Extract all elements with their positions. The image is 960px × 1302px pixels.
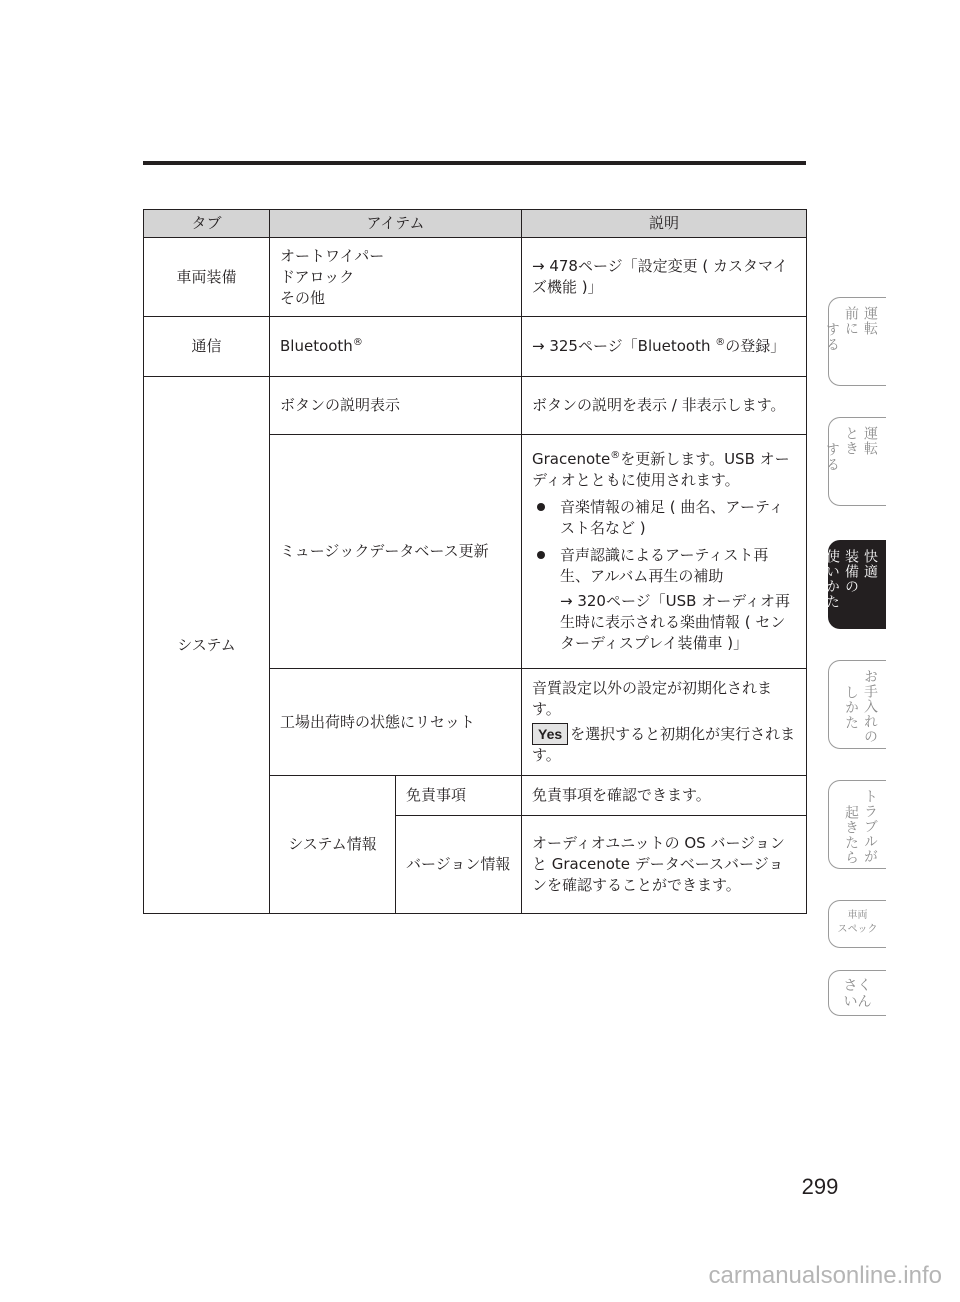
bullet-list bbox=[532, 497, 796, 654]
side-tab-text: さく いん bbox=[843, 978, 872, 1010]
item-text: Bluetooth bbox=[280, 337, 353, 355]
watermark: carmanualsonline.info bbox=[708, 1262, 942, 1289]
side-tab-vehicle-specs[interactable] bbox=[828, 900, 886, 948]
side-tab-text: 運転 bbox=[862, 426, 878, 456]
tab-cell: システム bbox=[144, 377, 270, 914]
table-row bbox=[144, 317, 807, 377]
item-cell: ミュージックデータベース更新 bbox=[270, 435, 522, 669]
table-row bbox=[144, 238, 807, 317]
side-tab-label bbox=[843, 669, 878, 744]
side-tab-label bbox=[824, 306, 878, 352]
side-tab-while-driving[interactable] bbox=[824, 417, 886, 506]
side-tab-label bbox=[843, 789, 878, 865]
item-cell: 工場出荷時の状態にリセット bbox=[270, 669, 522, 776]
side-tab-text: 起きたら bbox=[843, 805, 859, 865]
registered-mark: ® bbox=[610, 450, 621, 461]
description-cell bbox=[522, 435, 807, 669]
description-text: 音質設定以外の設定が初期化されます。 bbox=[532, 679, 773, 718]
side-tab-text: 使いかた bbox=[824, 549, 840, 609]
side-tab-text: とき bbox=[843, 426, 859, 456]
side-tab-before-driving[interactable] bbox=[824, 297, 886, 386]
sub-item-cell: バージョン情報 bbox=[396, 816, 522, 914]
side-tab-text: 前に bbox=[843, 306, 859, 336]
tab-cell: 車両装備 bbox=[144, 238, 270, 317]
top-rule bbox=[143, 161, 806, 165]
item-cell: ボタンの説明表示 bbox=[270, 377, 522, 435]
side-tab-maintenance[interactable] bbox=[828, 660, 886, 749]
page-number: 299 bbox=[801, 1174, 839, 1199]
registered-mark: ® bbox=[715, 337, 726, 348]
page-reference: → 320ページ「USB オーディオ再生時に表示される楽曲情報 ( センターディスプレイ装備車 )」 bbox=[560, 592, 791, 652]
side-tab-comfort-equipment[interactable] bbox=[824, 540, 886, 629]
side-tab-label bbox=[824, 426, 878, 472]
header-tab: タブ bbox=[144, 210, 270, 238]
side-tab-trouble[interactable] bbox=[828, 780, 886, 869]
side-tab-text: 快適 bbox=[862, 549, 878, 579]
description-text: の登録」 bbox=[725, 337, 786, 355]
side-tab-index[interactable] bbox=[828, 970, 886, 1016]
registered-mark: ® bbox=[352, 337, 363, 348]
description-cell bbox=[522, 317, 807, 377]
description-text: を選択すると初期化が実行されます。 bbox=[532, 725, 796, 764]
description-text bbox=[532, 449, 796, 491]
sub-item-cell: 免責事項 bbox=[396, 776, 522, 816]
bullet-text: 音声認識によるアーティスト再生、アルバム再生の補助 bbox=[560, 546, 769, 585]
side-tab-text: お手入れの bbox=[862, 669, 878, 744]
side-tab-text: トラブルが bbox=[862, 789, 878, 864]
side-tab-text: しかた bbox=[843, 685, 859, 730]
description-cell: 免責事項を確認できます。 bbox=[522, 776, 807, 816]
description-cell: ボタンの説明を表示 / 非表示します。 bbox=[522, 377, 807, 435]
header-description: 説明 bbox=[522, 210, 807, 238]
table-row bbox=[144, 377, 807, 435]
tab-cell: 通信 bbox=[144, 317, 270, 377]
side-tab-text: 装備の bbox=[843, 549, 859, 594]
item-cell bbox=[270, 317, 522, 377]
table-header-row bbox=[144, 210, 807, 238]
description-cell bbox=[522, 669, 807, 776]
yes-key: Yes bbox=[532, 723, 568, 745]
description-text: を更新します。USB オーディオとともに使用されます。 bbox=[532, 450, 790, 489]
side-tab-text: する bbox=[824, 442, 840, 472]
settings-table bbox=[143, 209, 807, 914]
bullet-item bbox=[532, 545, 796, 654]
side-tab-label bbox=[824, 549, 878, 609]
bullet-text: 音楽情報の補足 ( 曲名、アーティスト名など ) bbox=[560, 498, 784, 537]
item-cell: システム情報 bbox=[270, 776, 396, 914]
description-text bbox=[532, 723, 796, 766]
side-tab-text: 運転 bbox=[862, 306, 878, 336]
description-text: → 325ページ「Bluetooth bbox=[532, 337, 716, 355]
item-cell: オートワイパー ドアロック その他 bbox=[270, 238, 522, 317]
side-tab-text: する bbox=[824, 322, 840, 352]
header-item: アイテム bbox=[270, 210, 522, 238]
side-tab-text: 車両 スペック bbox=[837, 910, 878, 935]
bullet-item bbox=[532, 497, 796, 539]
description-cell: オーディオユニットの OS バージョンと Gracenote データベースバージョンを確認することができます。 bbox=[522, 816, 807, 914]
description-cell: → 478ページ「設定変更 ( カスタマイズ機能 )」 bbox=[522, 238, 807, 317]
gracenote-text: Gracenote bbox=[532, 450, 611, 468]
